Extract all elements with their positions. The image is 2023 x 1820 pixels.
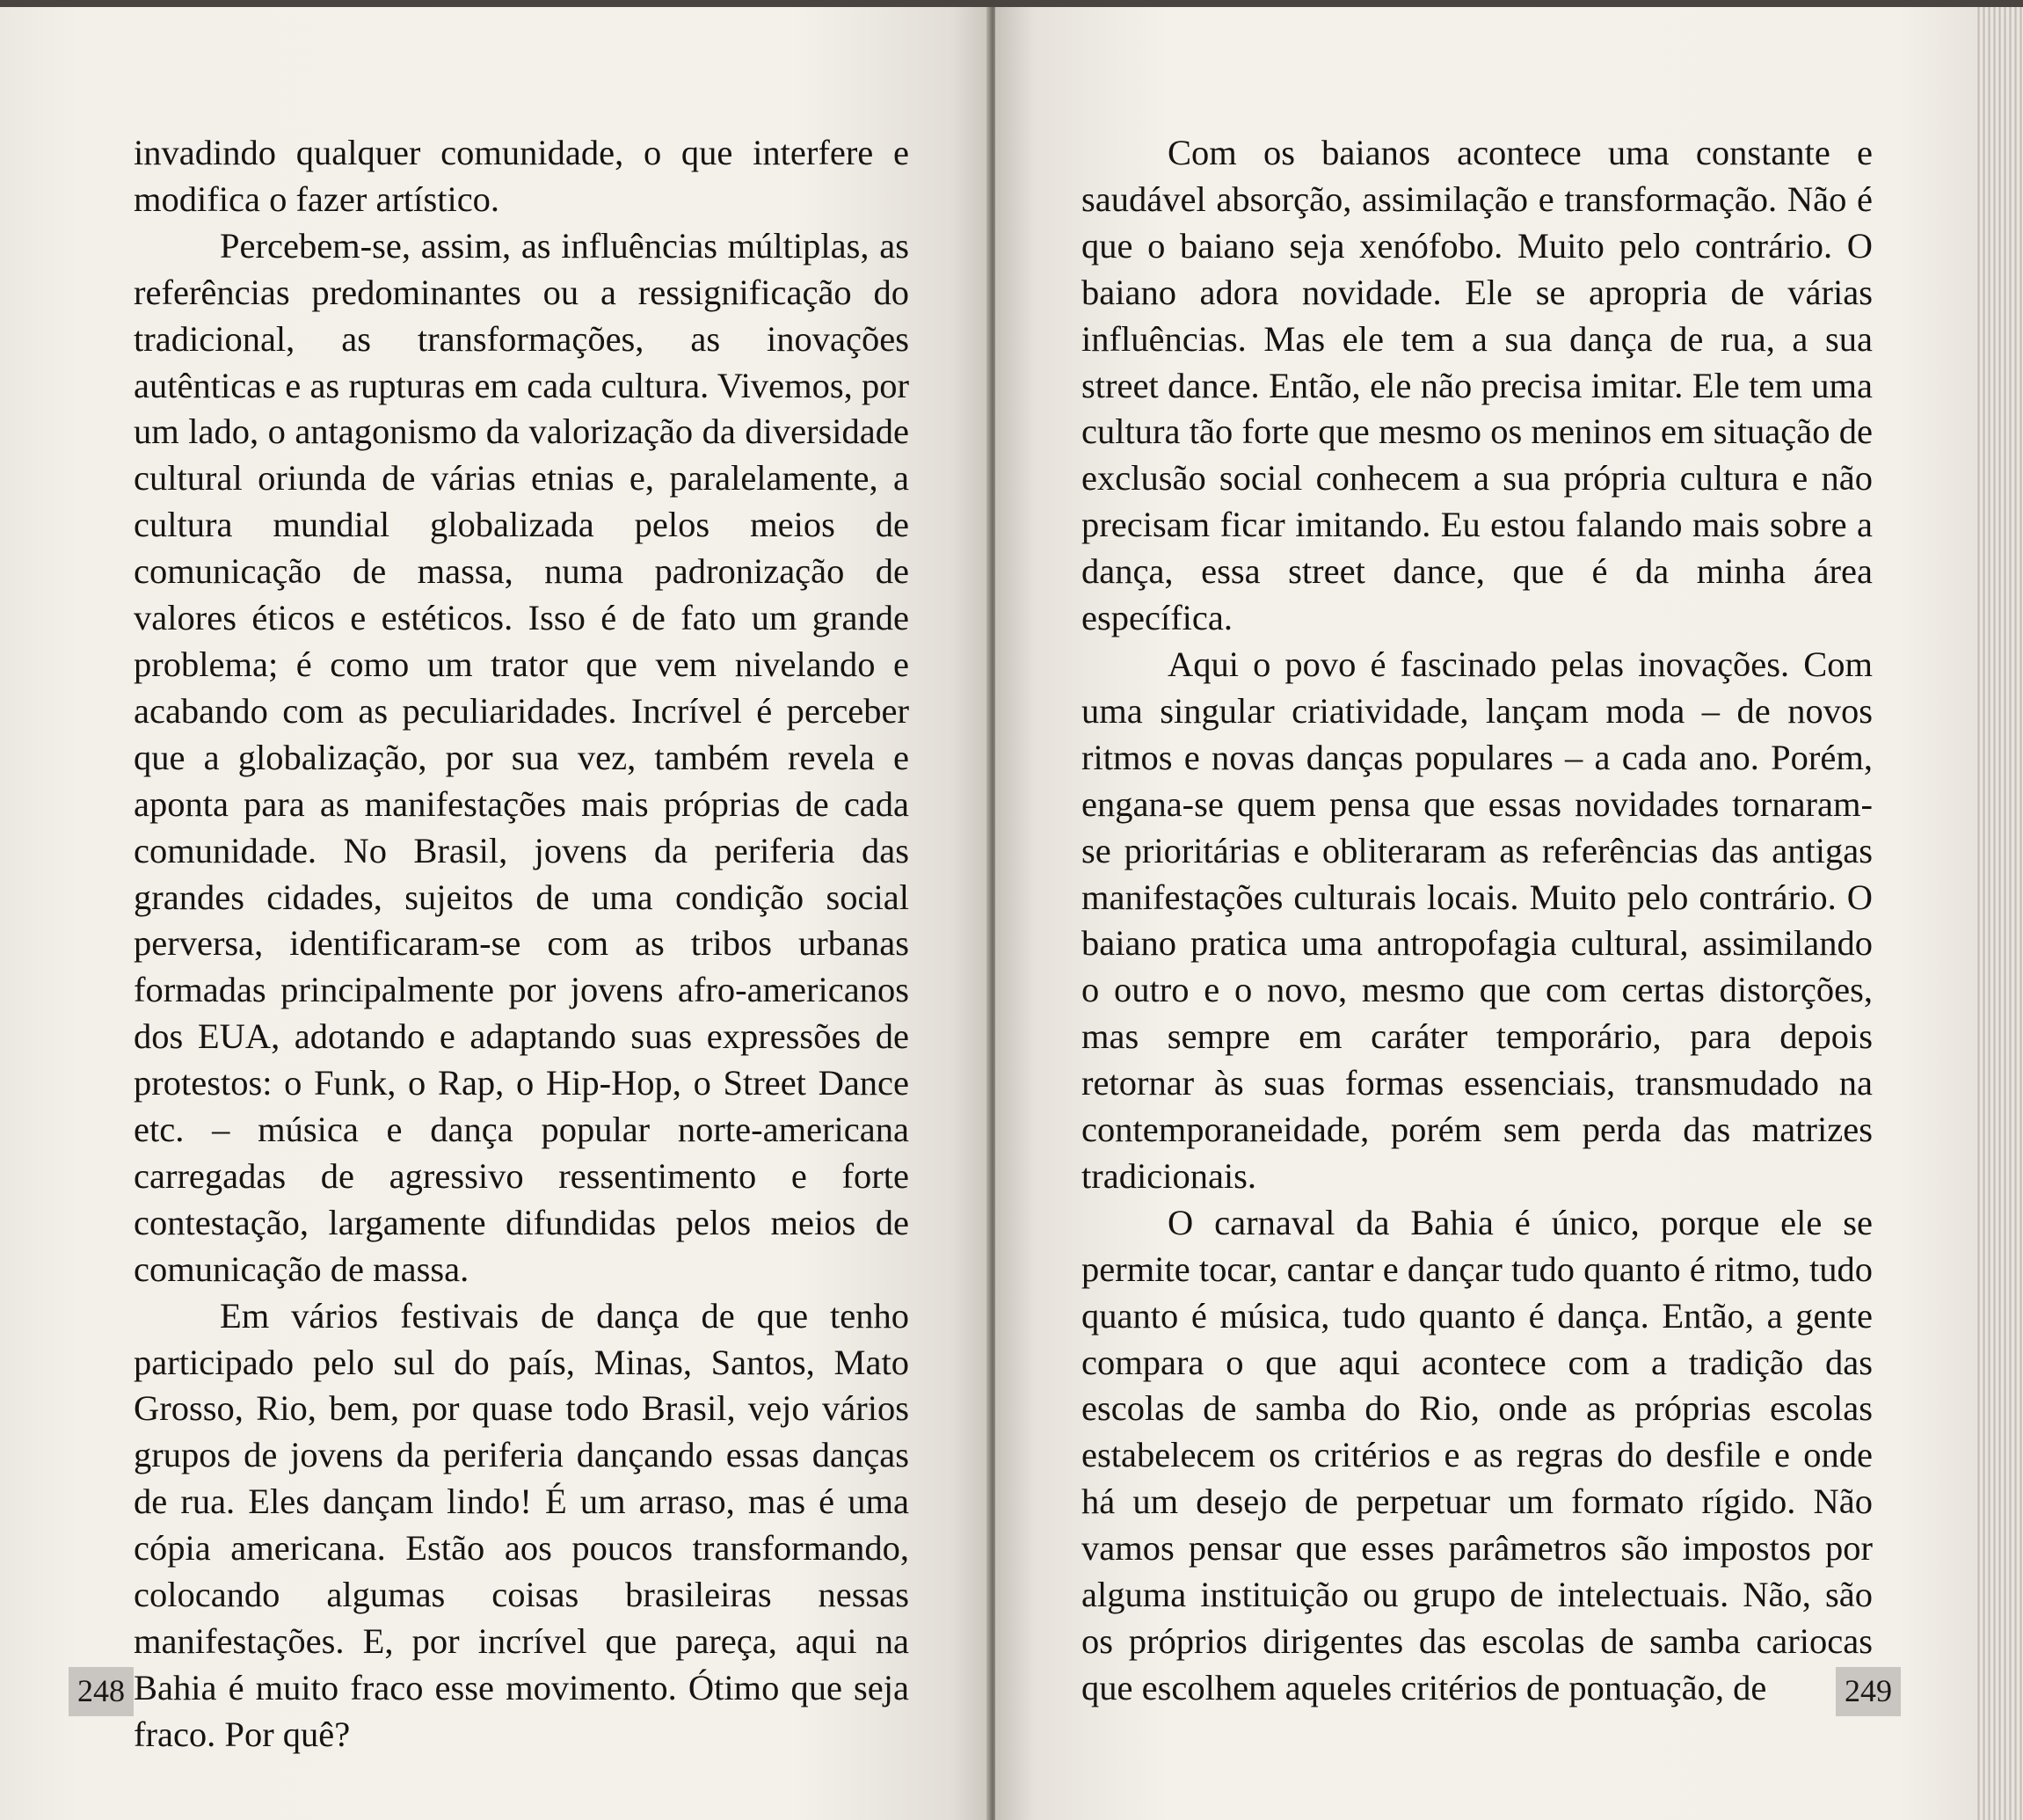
- paragraph: invadindo qualquer comunidade, o que interfere e modifica o fazer artístico.: [134, 133, 909, 219]
- page-number: 248: [69, 1667, 134, 1716]
- paragraph: Aqui o povo é fascinado pelas inovações. Com uma singular criatividade, lançam moda – de novos ritmos e novas danças populares – a cada ano. Porém, engana-se quem pensa que essas novidades tornaram-se prioritárias e obliteraram as referências das antigas manifestações culturais locais. Muito pelo contrário. O baiano pratica uma antropofagia cultural, assimilando o outro e o novo, mesmo que com certas distorções, mas sempre em caráter temporário, para depois retornar às suas formas essenciais, transmudado na contemporaneidade, porém sem perda das matrizes tradicionais.: [1081, 644, 1873, 1196]
- paragraph: Com os baianos acontece uma constante e saudável absorção, assimilação e transformação. Não é que o baiano seja xenófobo. Muito pelo contrário. O baiano adora novidade. Ele se apropria de várias influências. Mas ele tem a sua dança de rua, a sua street dance. Então, ele não precisa imitar. Ele tem uma cultura tão forte que mesmo os meninos em situação de exclusão social conhecem a sua própria cultura e não precisam ficar imitando. Eu estou falando mais sobre a dança, essa street dance, que é da minha área específica.: [1081, 133, 1873, 638]
- paragraph: O carnaval da Bahia é único, porque ele se permite tocar, cantar e dançar tudo quanto é ritmo, tudo quanto é música, tudo quanto é dança. Então, a gente compara o que aqui acontece com a tradição das escolas de samba do Rio, onde as próprias escolas estabelecem os critérios e as regras do desfile e onde há um desejo de perpetuar um formato rígido. Não vamos pensar que esses parâmetros são impostos por alguma instituição ou grupo de intelectuais. Não, são os próprios dirigentes das escolas de samba cariocas que escolhem aqueles critérios de pontuação, de: [1081, 1202, 1873, 1707]
- paragraph: Em vários festivais de dança de que tenho participado pelo sul do país, Minas, Santos, Mato Grosso, Rio, bem, por quase todo Brasil, vejo vários grupos de jovens da periferia dançando essas danças de rua. Eles dançam lindo! É um arraso, mas é uma cópia americana. Estão aos poucos transformando, colocando algumas coisas brasileiras nessas manifestações. E, por incrível que pareça, aqui na Bahia é muito fraco esse movimento. Ótimo que seja fraco. Por quê?: [134, 1295, 909, 1754]
- top-shadow: [0, 0, 2023, 7]
- page-number: 249: [1836, 1667, 1901, 1716]
- right-text-column: [1081, 130, 1873, 1712]
- page-edges: [1975, 7, 2023, 1820]
- left-page: [0, 7, 992, 1820]
- right-page: [995, 7, 1975, 1820]
- paragraph: Percebem-se, assim, as influências múltiplas, as referências predominantes ou a ressignificação do tradicional, as transformações, as inovações autênticas e as rupturas em cada cultura. Vivemos, por um lado, o antagonismo da valorização da diversidade cultural oriunda de várias etnias e, paralelamente, a cultura mundial globalizada pelos meios de comunicação de massa, numa padronização de valores éticos e estéticos. Isso é de fato um grande problema; é como um trator que vem nivelando e acabando com as peculiaridades. Incrível é perceber que a globalização, por sua vez, também revela e aponta para as manifestações mais próprias de cada comunidade. No Brasil, jovens da periferia das grandes cidades, sujeitos de uma condição social perversa, identificaram-se com as tribos urbanas formadas principalmente por jovens afro-americanos dos EUA, adotando e adaptando suas expressões de protestos: o Funk, o Rap, o Hip-Hop, o Street Dance etc. – música e dança popular norte-americana carregadas de agressivo ressentimento e forte contestação, largamente difundidas pelos meios de comunicação de massa.: [134, 225, 909, 1289]
- left-text-column: [134, 130, 909, 1758]
